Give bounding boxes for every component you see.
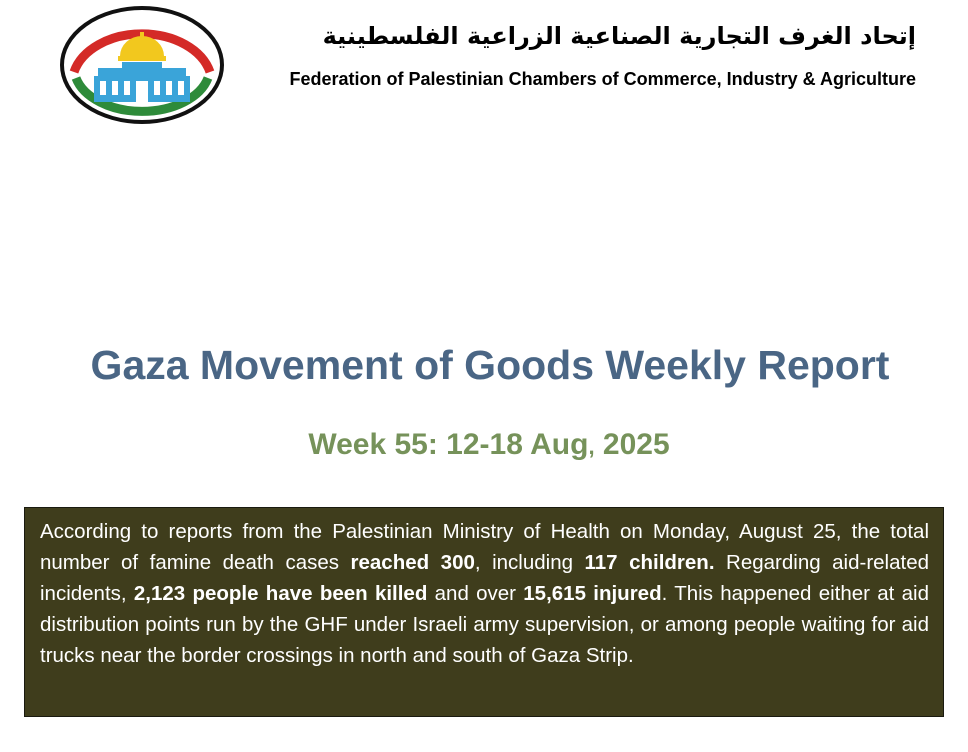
week-separator: , [588, 434, 595, 459]
summary-text-4: and over [427, 582, 524, 605]
summary-highlight-children: 117 children. [584, 551, 715, 574]
summary-text-5: . This happened either at aid distribution points run by the GHF under Israeli army supervision, or among people waiting for aid trucks near the border crossings in north and south of Gaza Strip. [40, 582, 929, 667]
summary-text-2: , including [474, 551, 585, 574]
summary-text-3: Regarding aid-related incidents, [40, 551, 930, 605]
summary-highlight-injured: 15,615 injured [523, 582, 662, 605]
summary-highlight-killed: 2,123 people have been killed [133, 582, 428, 605]
federation-logo [60, 6, 224, 124]
summary-paragraph [40, 516, 929, 671]
report-week [0, 428, 968, 462]
summary-box [24, 507, 944, 717]
report-title: Gaza Movement of Goods Weekly Report [90, 342, 890, 388]
week-label: Week 55: 12-18 Aug [308, 428, 589, 461]
summary-highlight-deaths: reached 300 [350, 551, 475, 574]
org-name-english: Federation of Palestinian Chambers of Commerce, Industry & Agriculture [289, 69, 916, 89]
week-year: 2025 [602, 428, 670, 461]
summary-text-1: According to reports from the Palestinian Ministry of Health on Monday, August 25, the total number of famine death cases [40, 520, 929, 574]
org-name-arabic: إتحاد الغرف التجارية الصناعية الزراعية الفلسطينية [322, 22, 916, 50]
